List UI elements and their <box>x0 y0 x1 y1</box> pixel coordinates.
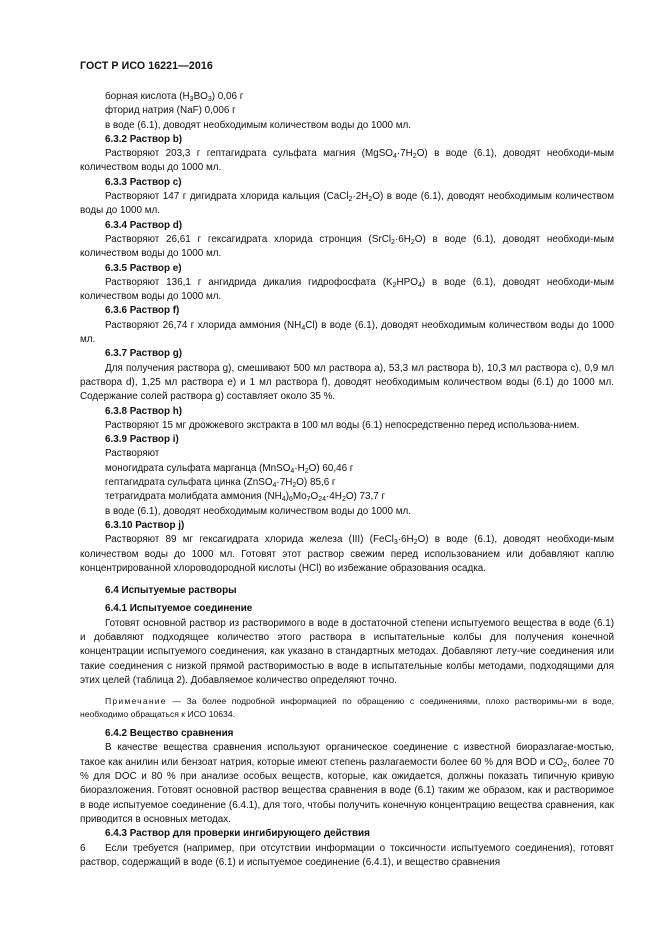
reagent-line: гептагидрата сульфата цинка $(ZnSO_4\cdot 7H_2O)$ 85,6 г <box>105 477 336 490</box>
section-heading: 6.3.2 Раствор b) <box>105 133 183 145</box>
paragraph: Растворяют 89 мг гексагидрата хлорида железа (III) $(FeCl_3\cdot 6H_2O)$ в воде (6.1), доводят необходи-мым количеством воды до 1000 мл. Готовят этот раствор свежим перед использованием или добавляют каплю концентрированной хлороводородной кислоты (HCl) во избежание образования осадка. <box>80 534 614 574</box>
section-heading: 6.4.3 Раствор для проверки ингибирующего действия <box>105 828 370 840</box>
section-heading: 6.3.4 Раствор d) <box>105 219 183 231</box>
note-label: Примечание <box>105 696 167 707</box>
section-heading: 6.3.5 Раствор e) <box>105 262 182 274</box>
section-heading: 6.3.7 Раствор g) <box>105 348 183 360</box>
paragraph: Растворяют 15 мг дрожжевого экстракта в 100 мл воды (6.1) непосредственно перед использова-нием. <box>105 419 580 431</box>
paragraph: Растворяют 26,61 г гексагидрата хлорида стронция $(SrCl_2\cdot 6H_2O)$ в воде (6.1), доводят необходи-мым количеством воды до 1000 мл. <box>80 233 614 260</box>
page-number: 6 <box>80 843 86 854</box>
paragraph: Для получения раствора g), смешивают 500 мл раствора a), 53,3 мл раствора b), 10,3 мл раствора c), 0,9 мл раствора d), 1,25 мл раствора e) и 1 мл раствора f), доводят необходимым количеством воды (6.1) до 1000 мл. Содержание солей раствора g) составляет около 35 %. <box>80 362 614 403</box>
section-heading: 6.3.8 Раствор h) <box>105 405 183 417</box>
paragraph: Растворяют 26,74 г хлорида аммония $(NH_4Cl)$ в воде (6.1), доводят необходимым количеством воды до 1000 мл. <box>80 319 614 346</box>
document-body <box>80 90 614 870</box>
document-header: ГОСТ Р ИСО 16221—2016 <box>80 60 213 72</box>
reagent-line: моногидрата сульфата марганца $(MnSO_4\cdot H_2O)$ 60,46 г <box>105 462 354 475</box>
text-line: Растворяют <box>105 448 160 460</box>
paragraph: Растворяют 203,3 г гептагидрата сульфата магния $(MgSO_4\cdot 7H_2O)$ в воде (6.1), доводят необходи-мым количеством воды до 1000 мл. <box>80 148 614 174</box>
reagent-line: тетрагидрата молибдата аммония $(NH_4)_6Mo_7O_{24}\cdot 4H_2O$) 73,7 г <box>105 491 386 504</box>
text-line: в воде (6.1), доводят необходимым количеством воды до 1000 мл. <box>105 505 412 517</box>
text-line: в воде (6.1), доводят необходимым количеством воды до 1000 мл. <box>105 119 412 131</box>
paragraph: Растворяют 147 г дигидрата хлорида кальция $(CaCl_2\cdot 2H_2O)$ в воде (6.1), доводят необходимым количеством воды до 1000 мл. <box>80 191 614 217</box>
paragraph: Растворяют 136,1 г ангидрида дикалия гидрофосфата $(K_2HPO_4)$ в воде (6.1), доводят необходи-мым количеством воды до 1000 мл. <box>80 276 615 303</box>
paragraph: Если требуется (например, при отсутствии информации о токсичности испытуемого соединения), готовят раствор, содержащий в воде (6.1) и испытуемое соединение (6.4.1), и вещество сравнения <box>80 842 614 868</box>
paragraph: В качестве вещества сравнения используют органическое соединение с известной биоразлагае-мостью, такое как анилин или бензоат натрия, которые имеют степень разлагаемости более 60 % для BOD и $CO_2$, более 70 % для DOC и 80 % при анализе особых веществ, которые, как ожидается, должны показать типичную кривую биоразложения. Готовят основной раствор вещества сравнения в воде (6.1) таким же образом, как и растворимое в воде испытуемое соединение (6.4.1), для того, чтобы получить конечную концентрацию вещества сравнения, как приводится в основных методах. <box>80 742 614 825</box>
reagent-line: фторид натрия (NaF) 0,006 г <box>105 105 236 117</box>
note: Примечание — За более подробной информацией по обращению с соединениями, плохо растворимы-ми в воде, необходимо обращаться к ИСО 10634. <box>80 696 614 719</box>
section-heading: 6.4.2 Вещество сравнения <box>105 728 234 740</box>
section-heading: 6.4 Испытуемые растворы <box>105 585 237 597</box>
section-heading: 6.3.10 Раствор j) <box>105 519 185 531</box>
section-heading: 6.3.9 Раствор i) <box>105 434 179 446</box>
reagent-line: борная кислота $(H_3BO_3)$ 0,06 г <box>105 91 244 103</box>
paragraph: Готовят основной раствор из растворимого в воде в достаточной степени испытуемого вещества в воде (6.1) и добавляют подходящее количество этого раствора в испытательные колбы для получения конечной концентрации испытуемого соединения, как указано в стандартных методах. Добавляют лету-чие соединения или такие соединения с низкой прямой растворимостью в воде в испытательные колбы методами, подходящими для этих целей (таблица 2). Добавляемое количество определяют точно. <box>80 617 614 686</box>
section-heading: 6.3.3 Раствор c) <box>105 176 182 188</box>
section-heading: 6.4.1 Испытуемое соединение <box>105 603 253 615</box>
section-heading: 6.3.6 Раствор f) <box>105 305 180 317</box>
